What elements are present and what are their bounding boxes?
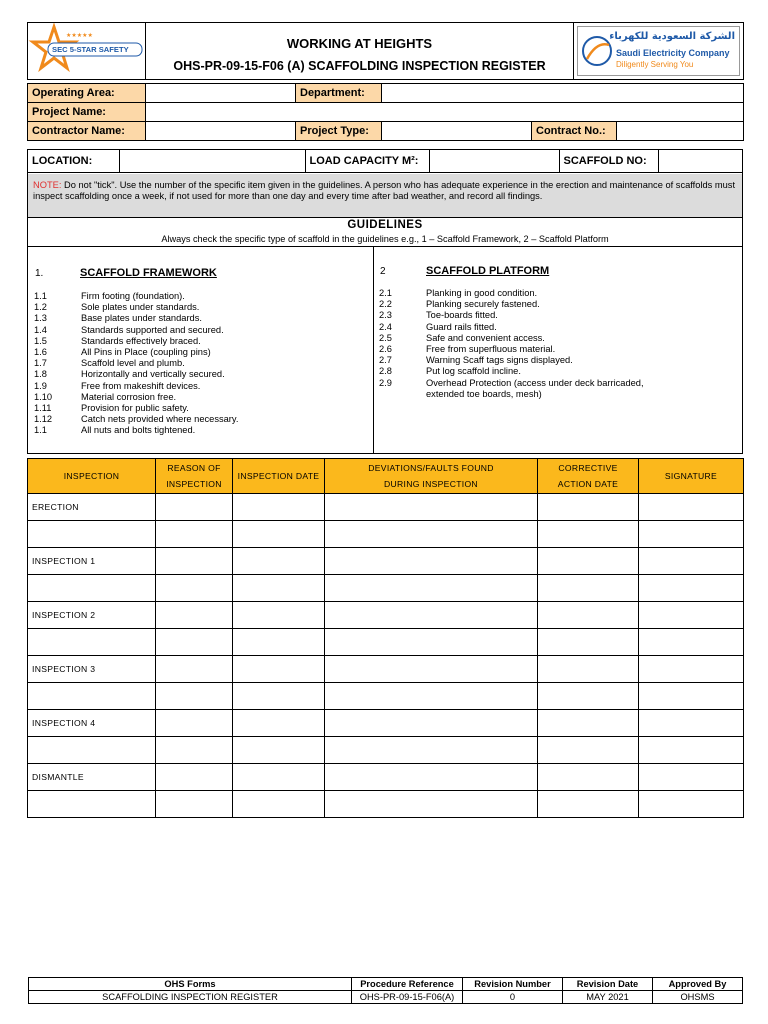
inspection-date-field[interactable] <box>233 764 325 791</box>
guideline-item-text: Put log scaffold incline. <box>426 366 521 377</box>
reason-field[interactable] <box>156 521 233 548</box>
guidelines-subtitle: Always check the specific type of scaffold in the guidelines e.g., 1 – Scaffold Framework, 2 – Scaffold Platform <box>161 234 609 244</box>
table-row <box>28 548 744 575</box>
scaffold-no-field[interactable] <box>658 150 742 173</box>
page-title: WORKING AT HEIGHTS <box>286 35 433 51</box>
guideline-item-text: Material corrosion free. <box>81 391 177 402</box>
guideline-item <box>379 344 644 355</box>
guideline-item-text: Planking securely fastened. <box>426 299 540 310</box>
guideline-item-number: 2.3 <box>379 310 392 321</box>
guideline-item-number: 1.1 <box>34 425 47 436</box>
location-field[interactable] <box>119 150 305 173</box>
guideline-item-text: Base plates under standards. <box>81 313 202 324</box>
deviations-field[interactable] <box>325 629 538 656</box>
project-name-field[interactable] <box>146 103 744 122</box>
guideline-item-number: 2.7 <box>379 355 392 366</box>
operating-area-label: Operating Area: <box>28 84 146 103</box>
inspection-date-field[interactable] <box>233 521 325 548</box>
guideline-item-text: Firm footing (foundation). <box>81 291 185 301</box>
header-reason: REASON OF INSPECTION <box>156 459 233 494</box>
reason-field[interactable] <box>156 494 233 521</box>
page-subtitle: OHS-PR-09-15-F06 (A) SCAFFOLDING INSPECTION REGISTER <box>173 58 546 73</box>
framework-heading: SCAFFOLD FRAMEWORK <box>80 267 217 279</box>
table-row <box>28 575 744 602</box>
signature-field[interactable] <box>639 791 744 818</box>
inspection-date-field[interactable] <box>233 737 325 764</box>
footer-form-name: SCAFFOLDING INSPECTION REGISTER <box>29 991 352 1004</box>
signature-field[interactable] <box>639 683 744 710</box>
inspection-row-label: INSPECTION 3 <box>28 656 156 683</box>
load-capacity-field[interactable] <box>429 150 559 173</box>
guideline-item-number: 1.6 <box>34 347 47 358</box>
deviations-field[interactable] <box>325 683 538 710</box>
signature-field[interactable] <box>639 710 744 737</box>
inspection-date-field[interactable] <box>233 656 325 683</box>
svg-text:★★★★★: ★★★★★ <box>66 32 93 39</box>
guideline-item <box>34 403 238 414</box>
guideline-item-number: 1.12 <box>34 414 53 425</box>
note-box <box>28 174 742 218</box>
inspection-row-label: INSPECTION 2 <box>28 602 156 629</box>
guideline-item-text: Guard rails fitted. <box>426 321 497 332</box>
load-capacity-label: LOAD CAPACITY M²: <box>305 150 429 173</box>
operating-area-field[interactable] <box>146 84 296 103</box>
company-tagline: Diligently Serving You <box>616 60 694 69</box>
guideline-item-text: Safe and convenient access. <box>426 332 545 343</box>
guideline-item <box>34 347 238 358</box>
guideline-item-number: 1.7 <box>34 358 47 369</box>
guideline-item <box>34 358 238 369</box>
corrective-date-field[interactable] <box>538 629 639 656</box>
signature-field[interactable] <box>639 575 744 602</box>
project-type-field[interactable] <box>382 122 532 141</box>
corrective-date-field[interactable] <box>538 602 639 629</box>
corrective-date-field[interactable] <box>538 494 639 521</box>
form-header <box>27 22 744 80</box>
guideline-item-number: 2.9 <box>379 377 392 388</box>
inspection-date-field[interactable] <box>233 710 325 737</box>
header-deviations: DEVIATIONS/FAULTS FOUND DURING INSPECTION <box>325 459 538 494</box>
corrective-date-field[interactable] <box>538 521 639 548</box>
deviations-field[interactable] <box>325 737 538 764</box>
inspection-date-field[interactable] <box>233 602 325 629</box>
corrective-date-field[interactable] <box>538 791 639 818</box>
guideline-item-text: All Pins in Place (coupling pins) <box>81 347 211 358</box>
column-divider <box>373 247 374 454</box>
guideline-item-number: 2.1 <box>379 288 392 298</box>
footer-revision-number: 0 <box>463 991 563 1004</box>
guideline-item <box>379 355 644 366</box>
corrective-date-field[interactable] <box>538 683 639 710</box>
guidelines-title: GUIDELINES <box>347 219 423 231</box>
company-arabic-name: الشركة السعودية للكهرباء <box>609 31 735 42</box>
signature-field[interactable] <box>639 521 744 548</box>
inspection-date-field[interactable] <box>233 629 325 656</box>
guideline-item-number: 2.2 <box>379 299 392 310</box>
guideline-item-text: Scaffold level and plumb. <box>81 358 185 369</box>
guideline-item <box>379 333 644 344</box>
guideline-item-number: 1.9 <box>34 380 47 391</box>
guideline-item-number: 1.10 <box>34 391 53 402</box>
guideline-item <box>34 302 238 313</box>
inspection-field[interactable] <box>28 575 156 602</box>
company-english-name: Saudi Electricity Company <box>616 48 730 58</box>
guideline-item-number: 1.2 <box>34 302 47 313</box>
contract-no-field[interactable] <box>617 122 744 141</box>
inspection-date-field[interactable] <box>233 548 325 575</box>
reason-field[interactable] <box>156 737 233 764</box>
guideline-item <box>34 336 238 347</box>
signature-field[interactable] <box>639 629 744 656</box>
footer-header-forms: OHS Forms <box>29 978 352 991</box>
table-row <box>28 791 744 818</box>
inspection-date-field[interactable] <box>233 683 325 710</box>
guideline-item <box>379 299 644 310</box>
corrective-date-field[interactable] <box>538 548 639 575</box>
table-row <box>28 764 744 791</box>
guideline-item-text: Horizontally and vertically secured. <box>81 369 225 380</box>
guideline-item <box>379 389 644 400</box>
header-inspection: INSPECTION <box>28 459 156 494</box>
signature-field[interactable] <box>639 494 744 521</box>
signature-field[interactable] <box>639 656 744 683</box>
footer-header-revision-date: Revision Date <box>563 978 653 991</box>
guideline-item-text: Free from superfluous material. <box>426 344 556 355</box>
guideline-item <box>379 310 644 321</box>
guideline-item <box>34 381 238 392</box>
guideline-item-number: 1.8 <box>34 369 47 380</box>
inspection-field[interactable] <box>28 683 156 710</box>
guideline-item <box>34 325 238 336</box>
header-corrective-date: CORRECTIVE ACTION DATE <box>538 459 639 494</box>
guideline-item <box>34 313 238 324</box>
reason-field[interactable] <box>156 710 233 737</box>
signature-field[interactable] <box>639 548 744 575</box>
header-inspection-date: INSPECTION DATE <box>233 459 325 494</box>
platform-items-list <box>379 288 644 400</box>
reason-field[interactable] <box>156 575 233 602</box>
table-row <box>28 656 744 683</box>
table-row <box>28 683 744 710</box>
guideline-item-number: 2.6 <box>379 344 392 355</box>
deviations-field[interactable] <box>325 791 538 818</box>
corrective-date-field[interactable] <box>538 710 639 737</box>
footer-procedure-ref: OHS-PR-09-15-F06(A) <box>352 991 463 1004</box>
deviations-field[interactable] <box>325 521 538 548</box>
guideline-item-number: 1.1 <box>34 291 47 301</box>
guideline-item-number: 2.4 <box>379 321 392 332</box>
header-signature: SIGNATURE <box>639 459 744 494</box>
table-row <box>28 710 744 737</box>
inspection-row-label: DISMANTLE <box>28 764 156 791</box>
guideline-item-number: 1.3 <box>34 313 47 324</box>
corrective-date-field[interactable] <box>538 575 639 602</box>
scaffold-no-label: SCAFFOLD NO: <box>559 150 658 173</box>
guideline-item-text: All nuts and bolts tightened. <box>81 425 196 436</box>
scaffold-details-section <box>27 149 743 454</box>
project-info-table <box>27 83 744 141</box>
guideline-item-text: Free from makeshift devices. <box>81 380 201 391</box>
footer-header-revision-number: Revision Number <box>463 978 563 991</box>
sec-swirl-icon <box>581 31 613 71</box>
reason-field[interactable] <box>156 764 233 791</box>
guideline-item <box>379 288 644 299</box>
location-label: LOCATION: <box>28 150 119 173</box>
corrective-date-field[interactable] <box>538 764 639 791</box>
reason-field[interactable] <box>156 683 233 710</box>
corrective-date-field[interactable] <box>538 737 639 764</box>
deviations-field[interactable] <box>325 710 538 737</box>
deviations-field[interactable] <box>325 602 538 629</box>
guideline-item-number: 2.5 <box>379 332 392 343</box>
inspection-field[interactable] <box>28 791 156 818</box>
inspection-register-table <box>27 458 744 818</box>
contract-no-label: Contract No.: <box>532 122 617 141</box>
inspection-row-label: INSPECTION 1 <box>28 548 156 575</box>
reason-field[interactable] <box>156 791 233 818</box>
guideline-item-text: Standards effectively braced. <box>81 335 201 346</box>
inspection-date-field[interactable] <box>233 494 325 521</box>
footer-revision-date: MAY 2021 <box>563 991 653 1004</box>
platform-number: 2 <box>380 266 386 277</box>
department-field[interactable] <box>382 84 744 103</box>
reason-field[interactable] <box>156 602 233 629</box>
table-row <box>28 629 744 656</box>
contractor-name-label: Contractor Name: <box>28 122 146 141</box>
deviations-field[interactable] <box>325 575 538 602</box>
table-row <box>28 737 744 764</box>
company-logo <box>574 23 744 80</box>
signature-field[interactable] <box>639 737 744 764</box>
reason-field[interactable] <box>156 656 233 683</box>
inspection-row-label: INSPECTION 4 <box>28 710 156 737</box>
document-footer <box>28 977 743 1004</box>
inspection-field[interactable] <box>28 737 156 764</box>
guideline-item-number: 1.5 <box>34 335 47 346</box>
guideline-item-text: Standards supported and secured. <box>81 324 224 335</box>
guideline-item-text: Catch nets provided where necessary. <box>81 414 239 425</box>
guideline-item-text: Provision for public safety. <box>81 403 189 414</box>
deviations-field[interactable] <box>325 494 538 521</box>
framework-number: 1. <box>35 268 44 279</box>
guideline-item <box>379 378 644 389</box>
reason-field[interactable] <box>156 548 233 575</box>
guideline-item-text: Sole plates under standards. <box>81 302 200 313</box>
guideline-item-number: 2.8 <box>379 366 392 377</box>
table-row <box>28 521 744 548</box>
footer-header-procedure: Procedure Reference <box>352 978 463 991</box>
guideline-item <box>34 425 238 436</box>
guideline-item-text: Overhead Protection (access under deck barricaded, <box>426 377 644 388</box>
inspection-row-label: ERECTION <box>28 494 156 521</box>
guideline-item-text: Toe-boards fitted. <box>426 310 498 321</box>
reason-field[interactable] <box>156 629 233 656</box>
divider <box>28 246 742 247</box>
guideline-item <box>34 291 238 302</box>
deviations-field[interactable] <box>325 656 538 683</box>
deviations-field[interactable] <box>325 548 538 575</box>
guideline-item <box>379 366 644 377</box>
signature-field[interactable] <box>639 602 744 629</box>
guideline-item-text: extended toe boards, mesh) <box>426 388 542 399</box>
corrective-date-field[interactable] <box>538 656 639 683</box>
table-row <box>28 494 744 521</box>
contractor-name-field[interactable] <box>146 122 296 141</box>
guideline-item-text: Warning Scaff tags signs displayed. <box>426 355 573 366</box>
project-type-label: Project Type: <box>296 122 382 141</box>
note-label: NOTE: <box>33 180 62 190</box>
title-block <box>146 23 574 80</box>
table-row <box>28 602 744 629</box>
signature-field[interactable] <box>639 764 744 791</box>
inspection-field[interactable] <box>28 629 156 656</box>
project-name-label: Project Name: <box>28 103 146 122</box>
inspection-field[interactable] <box>28 521 156 548</box>
note-text: Do not "tick". Use the number of the specific item given in the guidelines. A person who has adequate experience in the erection and maintenance of scaffolds must inspect scaffolding once a week, if not used for more than one day and every time after bad weather, and record all findings. <box>33 180 736 201</box>
guideline-item <box>34 369 238 380</box>
guideline-item <box>379 322 644 333</box>
logo-text: SEC 5-STAR SAFETY <box>52 45 129 54</box>
inspection-date-field[interactable] <box>233 575 325 602</box>
footer-approved-by: OHSMS <box>653 991 743 1004</box>
deviations-field[interactable] <box>325 764 538 791</box>
location-row <box>28 150 742 173</box>
inspection-date-field[interactable] <box>233 791 325 818</box>
guideline-item <box>34 392 238 403</box>
department-label: Department: <box>296 84 382 103</box>
guideline-item-number: 1.4 <box>34 324 47 335</box>
guideline-item <box>34 414 238 425</box>
platform-heading: SCAFFOLD PLATFORM <box>426 265 550 277</box>
sec-safety-logo <box>28 23 146 80</box>
guideline-item-number: 1.11 <box>34 403 52 414</box>
guideline-item-text: Planking in good condition. <box>426 288 538 298</box>
framework-items-list <box>34 291 238 437</box>
footer-header-approved-by: Approved By <box>653 978 743 991</box>
